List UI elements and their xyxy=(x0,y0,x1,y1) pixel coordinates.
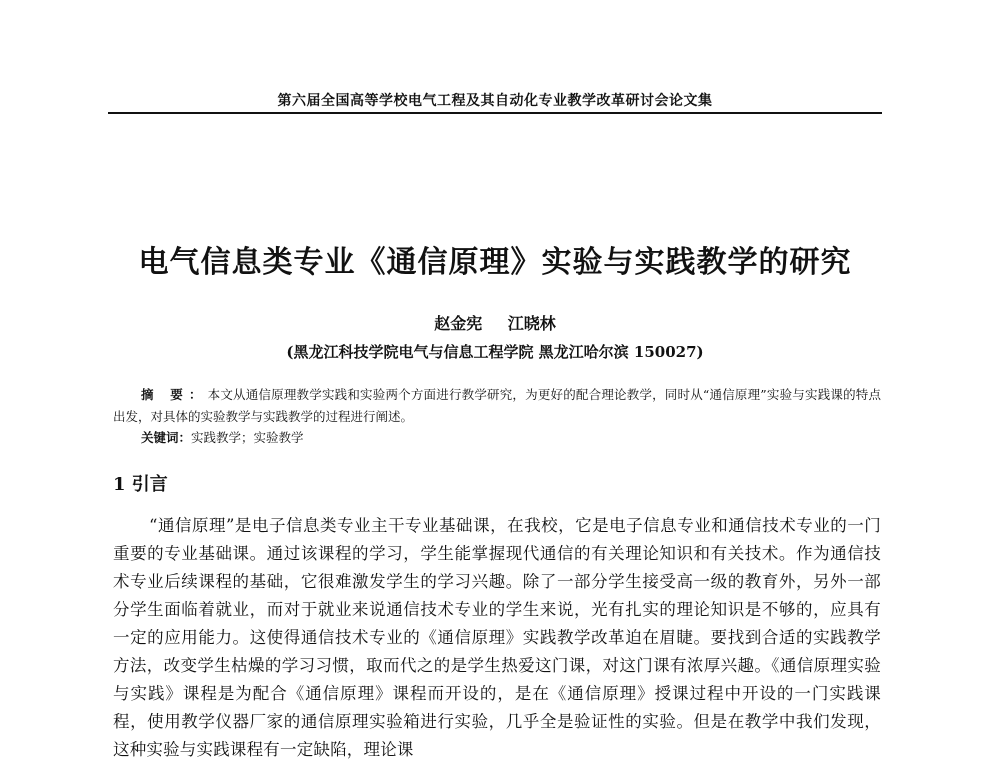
body-paragraph: “通信原理”是电子信息类专业主干专业基础课，在我校，它是电子信息专业和通信技术专业的一门重要的专业基础课。通过该课程的学习，学生能掌握现代通信的有关理论知识和有关技术。作为通信技术专业后续课程的基础，它很难激发学生的学习兴趣。除了一部分学生接受高一级的教育外，另外一部分学生面临着就业，而对于就业来说通信技术专业的学生来说，光有扎实的理论知识是不够的，应具有一定的应用能力。这使得通信技术专业的《通信原理》实践教学改革迫在眉睫。要找到合适的实践教学方法，改变学生枯燥的学习习惯，取而代之的是学生热爱这门课，对这门课有浓厚兴趣。《通信原理实验与实践》课程是为配合《通信原理》课程而开设的，是在《通信原理》授课过程中开设的一门实践课程，使用教学仪器厂家的通信原理实验箱进行实验，几乎全是验证性的实验。但是在教学中我们发现，这种实验与实践课程有一定缺陷，理论课 xyxy=(113,516,881,759)
paper-title: 电气信息类专业《通信原理》实验与实践教学的研究 xyxy=(138,245,852,280)
header-rule xyxy=(108,112,882,114)
keywords-label: 关键词： xyxy=(141,430,192,445)
keywords-text: 实践教学；实验教学 xyxy=(191,430,304,445)
affiliation: (黑龙江科技学院电气与信息工程学院 黑龙江哈尔滨 150027) xyxy=(286,343,704,361)
abstract-label: 摘 要： xyxy=(141,387,208,402)
section-heading: 1 引言 xyxy=(113,474,168,495)
abstract xyxy=(113,384,881,428)
running-header: 第六届全国高等学校电气工程及其自动化专业教学改革研讨会论文集 xyxy=(277,93,713,109)
authors: 赵金宪 江晓林 xyxy=(434,314,556,333)
abstract-text: 本文从通信原理教学实践和实验两个方面进行教学研究，为更好的配合理论教学，同时从“通信原理”实验与实践课的特点出发，对具体的实验教学与实践教学的过程进行阐述。 xyxy=(113,387,881,424)
keywords xyxy=(141,428,304,448)
